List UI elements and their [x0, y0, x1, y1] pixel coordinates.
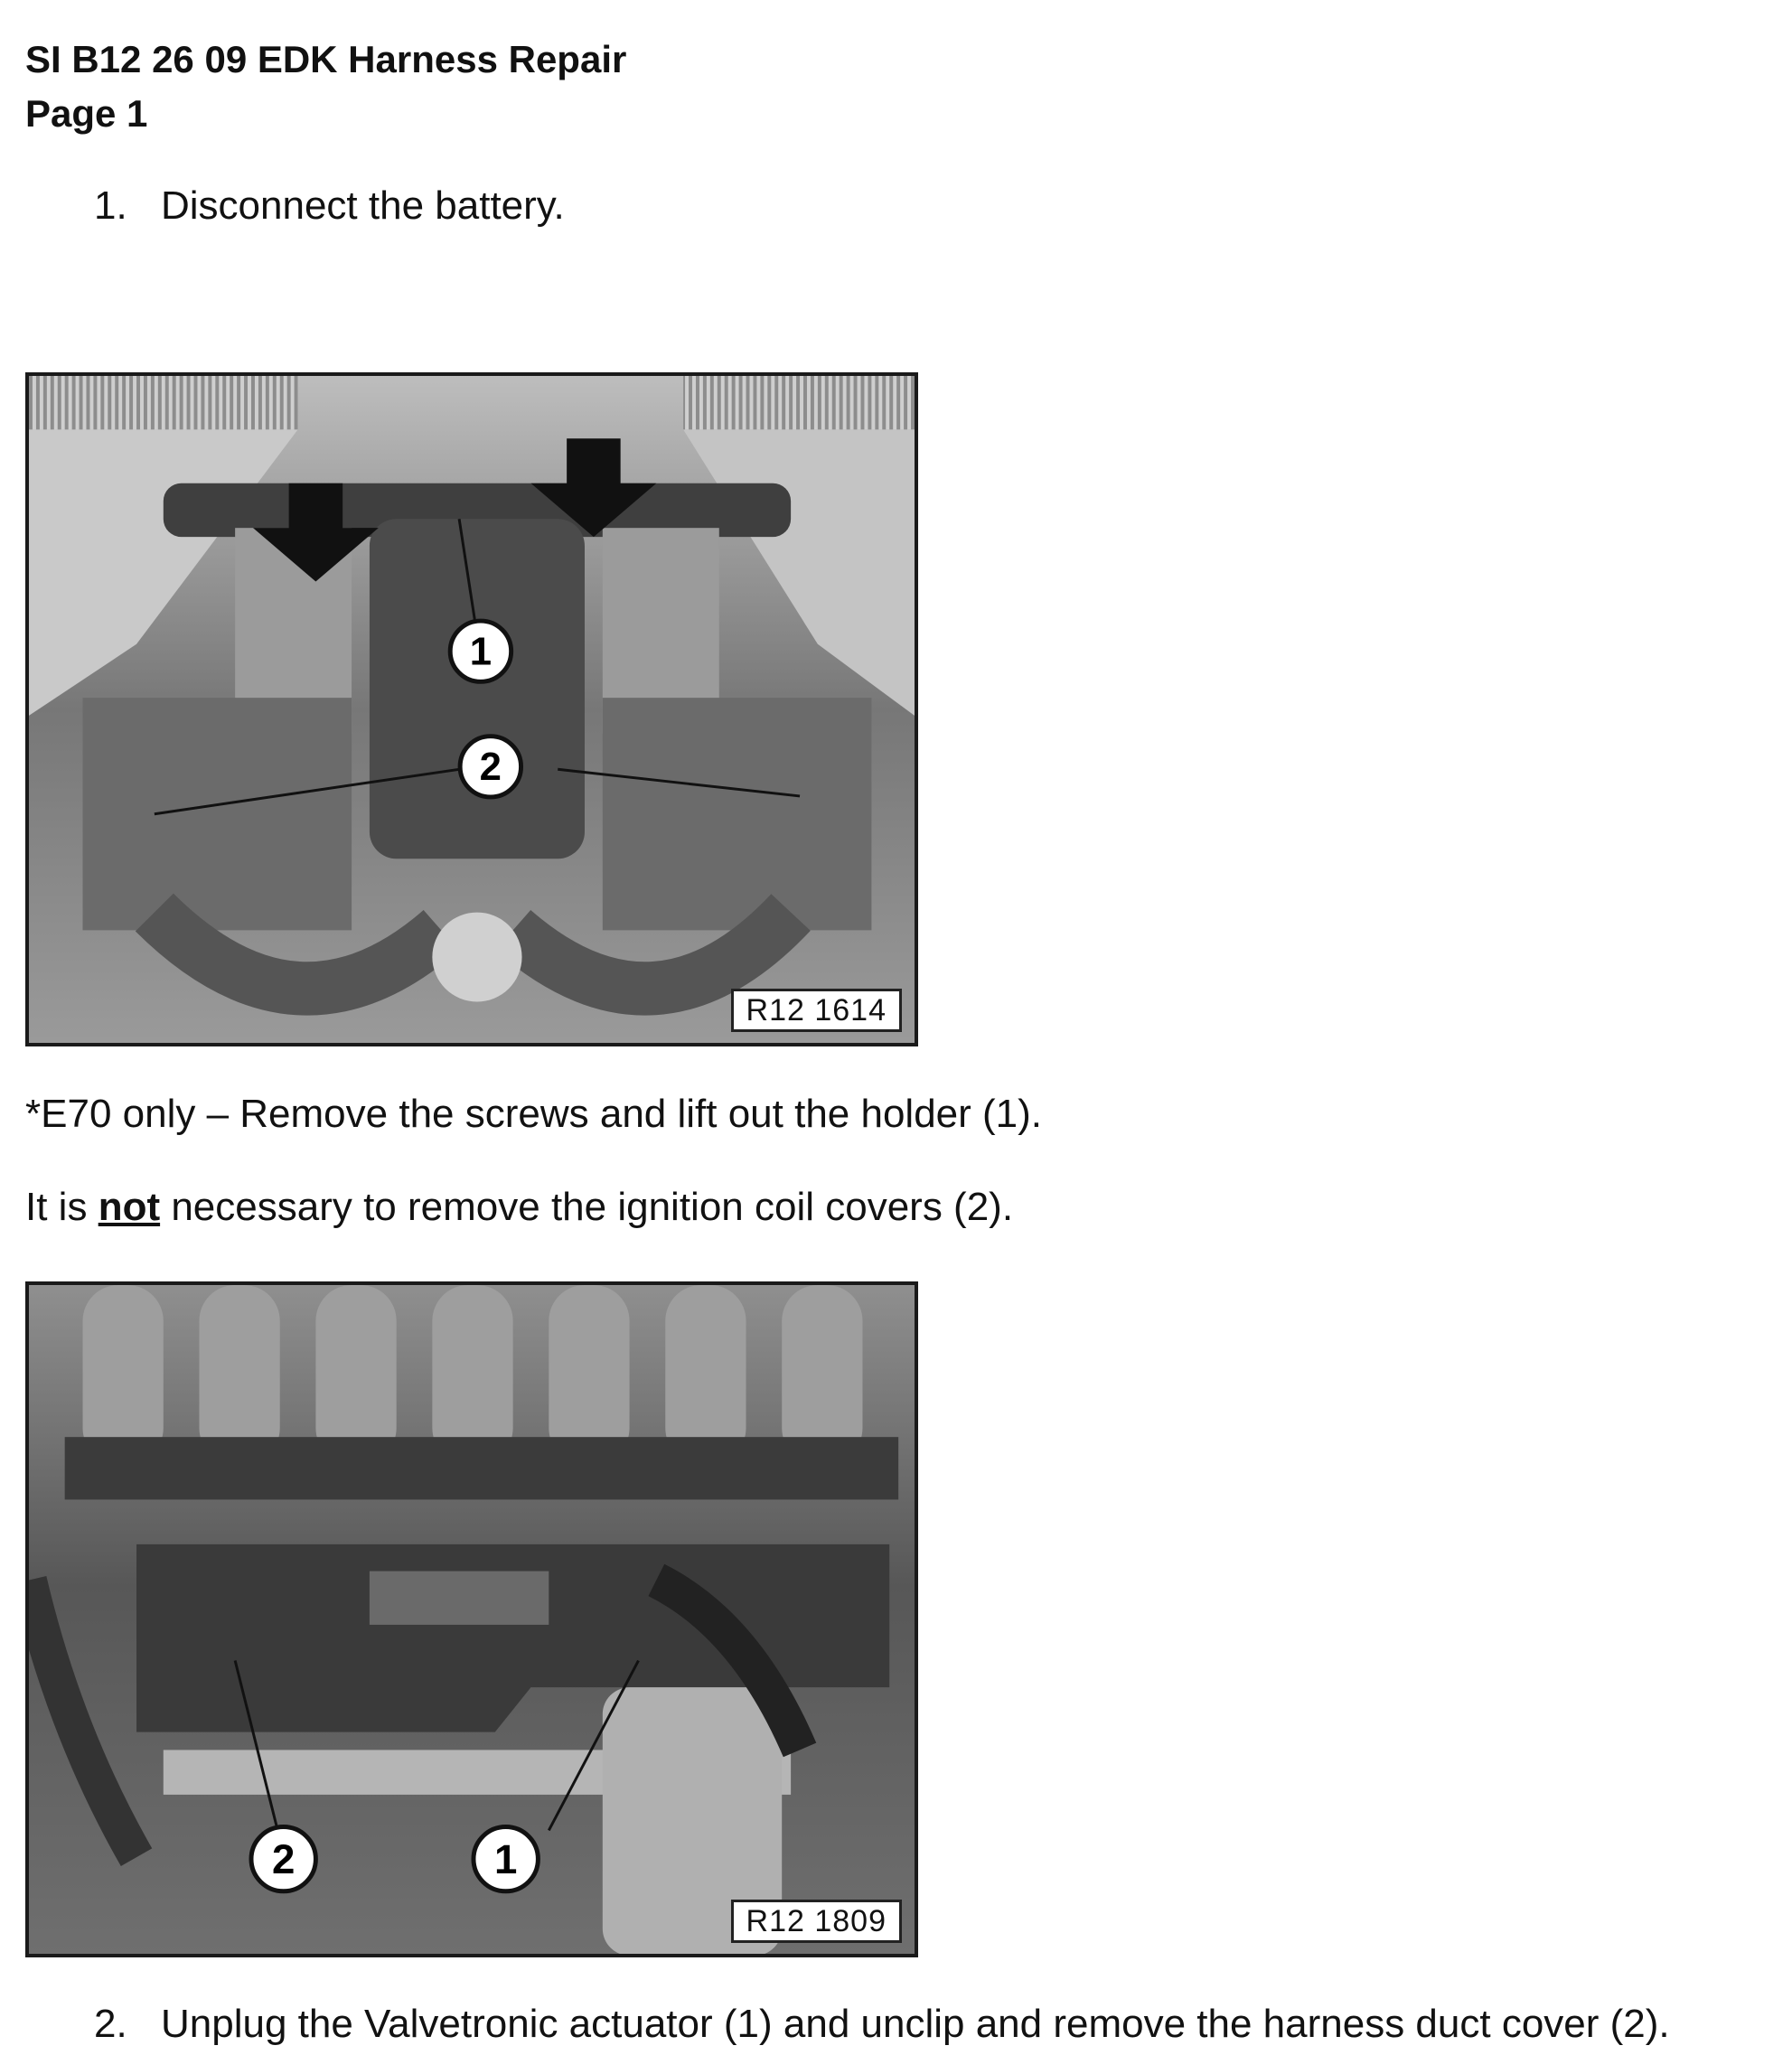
engine-bay-photo [29, 376, 915, 1043]
step-text: Disconnect the battery. [161, 183, 565, 228]
step-1 [94, 181, 565, 231]
callout-1: 1 [469, 630, 493, 674]
note-emphasis: not [98, 1185, 161, 1229]
note-ignition-coil [25, 1182, 1013, 1233]
step-number: 1. [94, 183, 127, 228]
figure-label: R12 1809 [731, 1900, 902, 1943]
callout-2: 2 [479, 746, 502, 790]
figure-label: R12 1614 [731, 989, 902, 1032]
note-text-post: necessary to remove the ignition coil covers (2). [160, 1185, 1014, 1229]
note-text-pre: It is [25, 1185, 99, 1229]
note-e70: *E70 only – Remove the screws and lift out the holder (1). [25, 1092, 1043, 1136]
step-number: 2. [94, 2002, 127, 2046]
title-line-1: SI B12 26 09 EDK Harness Repair [25, 38, 627, 80]
figure-intake-manifold [25, 1281, 918, 1957]
step-text: Unplug the Valvetronic actuator (1) and unclip and remove the harness duct cover (2). [161, 2002, 1670, 2046]
intake-manifold-photo [29, 1285, 915, 1954]
callout-1: 1 [494, 1836, 518, 1882]
figure-engine-bay [25, 372, 918, 1046]
title-line-2: Page 1 [25, 92, 148, 135]
document-title [25, 33, 626, 141]
callout-2: 2 [272, 1836, 296, 1882]
step-2 [94, 1999, 1670, 2050]
